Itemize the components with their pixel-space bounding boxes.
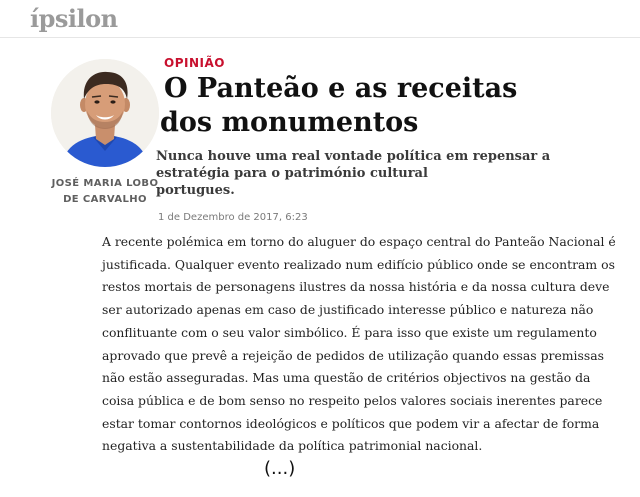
- body-line: aprovado que prevê a rejeição de pedidos de utilização quando essas premissas: [102, 347, 604, 363]
- brand-logo[interactable]: ípsilon: [30, 4, 118, 33]
- body-line: ser autorizado apenas em caso de justificado interesse público e natureza não: [102, 302, 594, 318]
- author-avatar[interactable]: [51, 59, 159, 167]
- author-name-line2: DE CARVALHO: [63, 194, 147, 205]
- article-title: [160, 72, 630, 140]
- article-title-line2: dos monumentos: [160, 107, 419, 138]
- header-divider: [0, 37, 640, 38]
- article-body: [102, 231, 632, 458]
- publish-date: 1 de Dezembro de 2017, 6:23: [158, 212, 308, 223]
- article-title-line1: O Panteão e as receitas: [164, 73, 518, 104]
- author-portrait: [51, 59, 159, 167]
- body-line: A recente polémica em torno do aluguer do espaço central do Panteão Nacional é: [102, 234, 616, 249]
- author-name-line1: JOSÉ MARIA LOBO: [51, 178, 159, 189]
- text-ellipsis: (...): [264, 458, 296, 479]
- body-line: negativa a sustentabilidade da política patrimonial nacional.: [102, 438, 483, 454]
- standfirst-line1: Nunca houve uma real vontade política em repensar a: [156, 149, 551, 164]
- body-line: coisa pública e de bom senso no respeito pelos valores sociais inerentes parece: [102, 392, 603, 408]
- standfirst-line2: estratégia para o património cultural: [156, 166, 428, 181]
- standfirst-line3: portugues.: [156, 183, 235, 198]
- body-line: conflituante com o seu valor simbólico. É para isso que existe um regulamento: [102, 324, 597, 340]
- section-label[interactable]: OPINIÃO: [164, 56, 225, 70]
- body-line: restos mortais de personagens ilustres da nossa história e da nossa cultura deve: [102, 279, 610, 295]
- body-line: justificada. Qualquer evento realizado num edifício público onde se encontram os: [102, 256, 615, 272]
- body-line: estar tomar contornos ideológicos e políticos que podem vir a afectar de forma: [102, 415, 600, 431]
- body-line: não estão asseguradas. Mas uma questão de critérios objectivos na gestão da: [102, 370, 591, 386]
- article-standfirst: [156, 148, 551, 199]
